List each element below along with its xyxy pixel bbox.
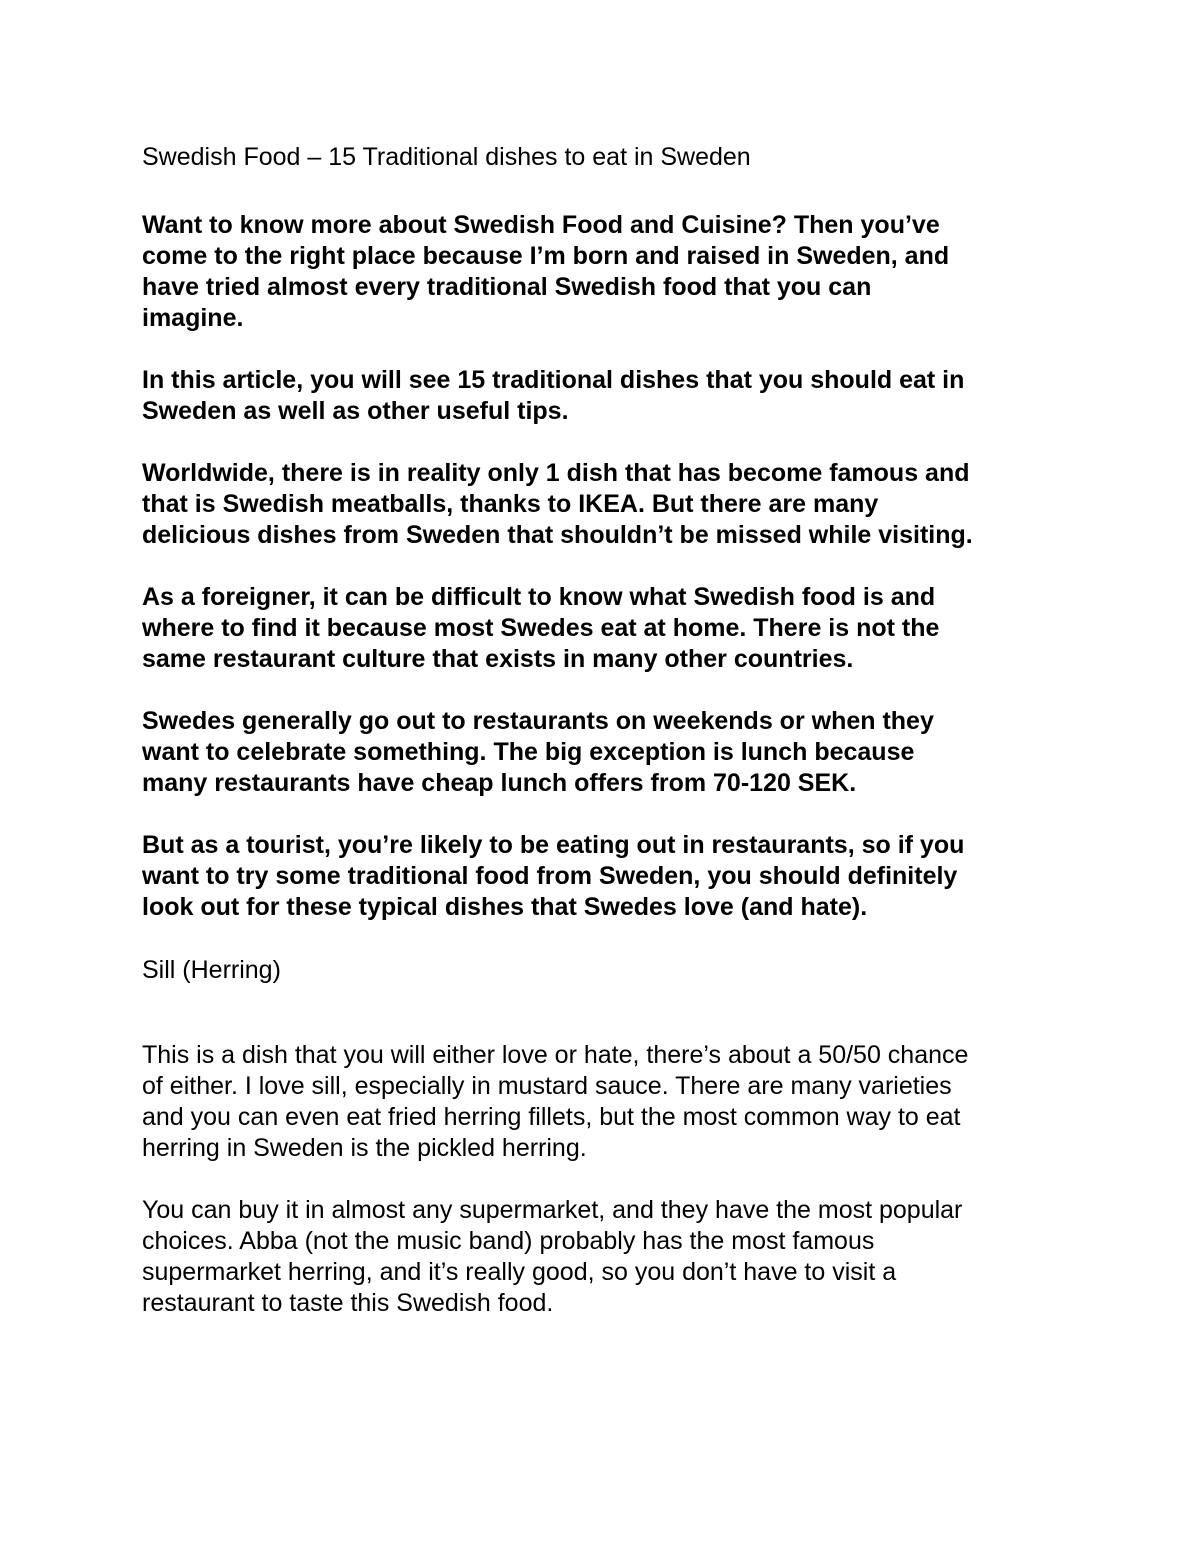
text-line: many restaurants have cheap lunch offers from 70-120 SEK. bbox=[142, 769, 857, 797]
text-line: Worldwide, there is in reality only 1 dish that has become famous and bbox=[142, 459, 970, 487]
text-line: As a foreigner, it can be difficult to know what Swedish food is and bbox=[142, 583, 936, 611]
text-line: Sweden as well as other useful tips. bbox=[142, 397, 569, 425]
text-line: want to try some traditional food from Sweden, you should definitely bbox=[142, 862, 958, 890]
text-line: herring in Sweden is the pickled herring. bbox=[142, 1134, 587, 1162]
text-line: Swedes generally go out to restaurants on weekends or when they bbox=[142, 707, 934, 735]
text-line: want to celebrate something. The big exception is lunch because bbox=[142, 738, 915, 766]
text-line: same restaurant culture that exists in many other countries. bbox=[142, 645, 854, 673]
text-line: This is a dish that you will either love or hate, there’s about a 50/50 chance bbox=[142, 1041, 969, 1069]
text-line: have tried almost every traditional Swedish food that you can bbox=[142, 273, 872, 301]
text-line: In this article, you will see 15 traditional dishes that you should eat in bbox=[142, 366, 965, 394]
text-line: look out for these typical dishes that Swedes love (and hate). bbox=[142, 893, 868, 921]
document-title: Swedish Food – 15 Traditional dishes to eat in Sweden bbox=[142, 143, 751, 171]
text-line: and you can even eat fried herring fillets, but the most common way to eat bbox=[142, 1103, 961, 1131]
text-line: restaurant to taste this Swedish food. bbox=[142, 1289, 554, 1317]
text-line: You can buy it in almost any supermarket, and they have the most popular bbox=[142, 1196, 963, 1224]
text-line: But as a tourist, you’re likely to be eating out in restaurants, so if you bbox=[142, 831, 965, 859]
section-heading: Sill (Herring) bbox=[142, 956, 281, 984]
text-line: Want to know more about Swedish Food and Cuisine? Then you’ve bbox=[142, 211, 940, 239]
text-line: delicious dishes from Sweden that shouldn’t be missed while visiting. bbox=[142, 521, 973, 549]
text-line: of either. I love sill, especially in mustard sauce. There are many varieties bbox=[142, 1072, 952, 1100]
text-line: choices. Abba (not the music band) probably has the most famous bbox=[142, 1227, 875, 1255]
text-line: supermarket herring, and it’s really good, so you don’t have to visit a bbox=[142, 1258, 897, 1286]
text-line: come to the right place because I’m born and raised in Sweden, and bbox=[142, 242, 950, 270]
text-line: where to find it because most Swedes eat at home. There is not the bbox=[142, 614, 940, 642]
text-line: that is Swedish meatballs, thanks to IKEA. But there are many bbox=[142, 490, 879, 518]
text-line: imagine. bbox=[142, 304, 244, 332]
